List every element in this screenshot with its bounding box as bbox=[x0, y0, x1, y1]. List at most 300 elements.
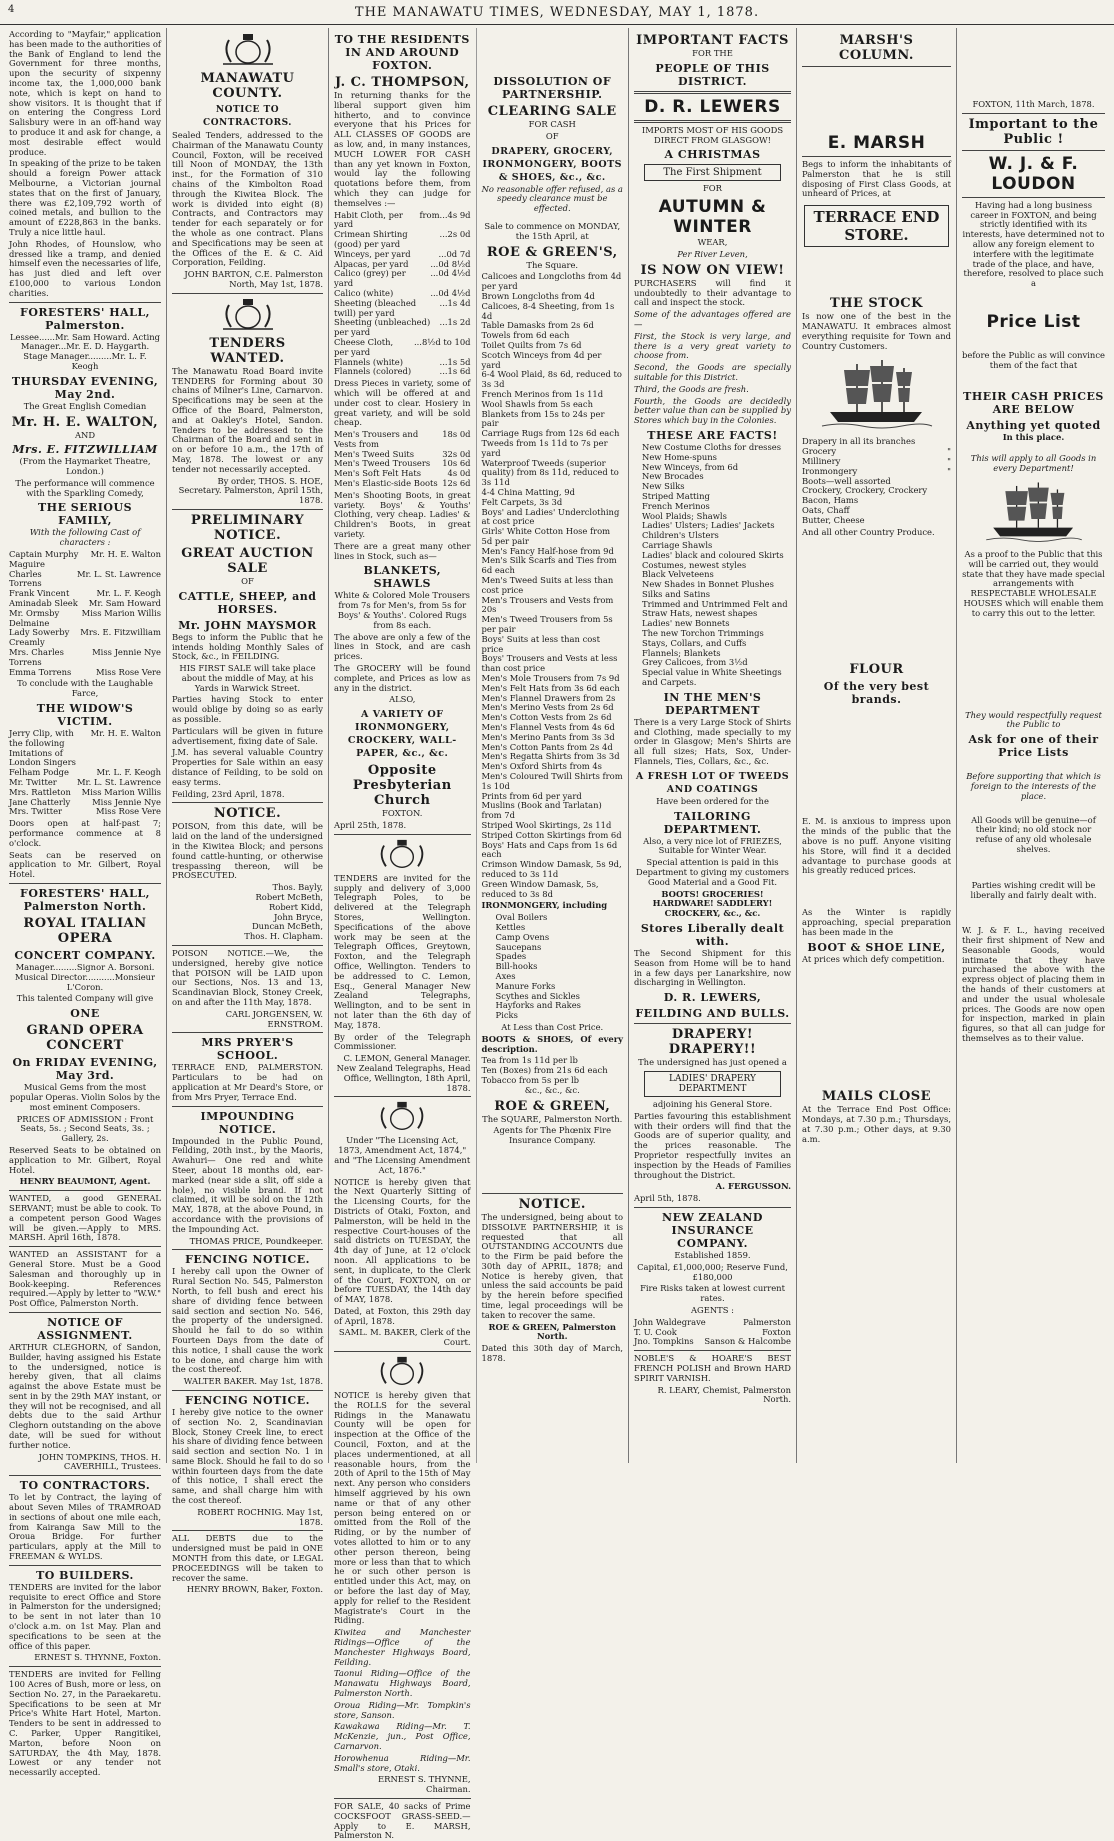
advantage-item: Third, the Goods are fresh. bbox=[634, 383, 749, 394]
fencing-notice-2-text: I hereby give notice to the owner of section No. 2, Scandinavian Block, Stoney Creek line, to erect his share of dividing fence between said section and section No. 1 in same Block. Should he fail to do so within fourteen days from the date of this notice, I shall erect the same, and shall charge him with the cost thereof. bbox=[172, 1406, 323, 1506]
seats-note: Seats can be reserved on application to Mr. Gilbert, Royal Hotel. bbox=[9, 849, 161, 880]
list-item: Calicoes, 8-4 Sheeting, from 1s 4d bbox=[481, 300, 615, 321]
serious-family-title: THE SERIOUS FAMILY, bbox=[37, 501, 133, 528]
tailoring-department: TAILORING DEPARTMENT. bbox=[663, 809, 762, 836]
builders-title: TO BUILDERS. bbox=[36, 1568, 134, 1582]
list-item: Men's Tweed Trousers from 5s per pair bbox=[481, 614, 613, 635]
special-attention: Special attention is paid in this Department to giving my customers Good Material and a Good Fit. bbox=[636, 857, 789, 887]
list-item: Axes bbox=[495, 970, 516, 981]
cast-row: Mrs. Rattleton Miss Marion Willis bbox=[9, 786, 161, 797]
second-shipment: The Second Shipment for this Season from Home will be to hand in a few days per Lanarkshire, now discharging in Wellington. bbox=[634, 948, 791, 988]
county-signature: JOHN BARTON, C.E. Palmerston North, May 1st, 1878. bbox=[184, 269, 323, 289]
list-item: Hayforks and Rakes bbox=[495, 1000, 581, 1011]
fresh-tweeds: A FRESH LOT OF TWEEDS AND COATINGS bbox=[635, 770, 790, 795]
rhodes-paragraph: John Rhodes, of Hounslow, who dressed like a tramp, and denied himself even the necessaries of life, has just died and left over £100,000 to various London charities. bbox=[9, 238, 161, 298]
mails-close-title: MAILS CLOSE bbox=[821, 1089, 932, 1105]
list-item: Trimmed and Untrimmed Felt and Straw Hats, newest shapes bbox=[642, 598, 788, 619]
price-row: Men's Tweed Suits 32s 0d bbox=[334, 448, 471, 459]
flour-title: FLOUR bbox=[849, 662, 904, 678]
sale-commence: Sale to commence on MONDAY, the 15th April, at bbox=[484, 220, 621, 241]
opera-company: CONCERT COMPANY. bbox=[14, 948, 156, 962]
list-item: Muslins (Book and Tarlatan) from 7d bbox=[481, 800, 602, 821]
roe-green-2: ROE & GREEN, bbox=[494, 1098, 611, 1114]
marshs-column-title: MARSH'S COLUMN. bbox=[839, 33, 914, 63]
debts-notice: ALL DEBTS due to the undersigned must be paid in ONE MONTH from this date, or LEGAL PROCEEDINGS will be taken to recover the same. bbox=[172, 1533, 323, 1583]
column-1 bbox=[4, 28, 167, 1778]
ask-price-lists: Ask for one of their Price Lists bbox=[968, 733, 1099, 760]
admission-prices: PRICES OF ADMISSION : Front Seats, 5s. ; Second Seats, 3s. ; Gallery, 2s. bbox=[16, 1113, 154, 1144]
advantage-item: Second, the Goods are specially suitable for this District. bbox=[634, 362, 791, 382]
price-row: Men's Soft Felt Hats 4s 0d bbox=[334, 468, 471, 479]
grocery-note: The GROCERY will be found complete, and Prices as low as any in the district. bbox=[334, 663, 471, 693]
feilding-bulls: FEILDING AND BULLS. bbox=[635, 1007, 790, 1021]
list-item: Felt Carpets, 3s 3d bbox=[481, 496, 563, 507]
list-item: Men's Mole Trousers from 7s 9d bbox=[481, 673, 620, 684]
drapery-heading: DRAPERY, GROCERY, IRONMONGERY, BOOTS & SHOES, &c., &c. bbox=[482, 145, 623, 183]
before-public: before the Public as will convince them of the fact that bbox=[962, 349, 1105, 370]
price-row: Winceys, per yard ...0d 7d bbox=[334, 248, 471, 259]
list-item: New Silks bbox=[642, 481, 685, 492]
fergusson-date: April 5th, 1878. bbox=[634, 1193, 701, 1204]
lewers-title: D. R. LEWERS bbox=[644, 96, 781, 117]
list-item: Crockery, Crockery, Crockery bbox=[802, 485, 928, 496]
column-5 bbox=[797, 28, 957, 1463]
telegraph-signature: C. LEMON, General Manager. New Zealand Telegraphs, Head Office, Wellington, 18th April, 1878. bbox=[336, 1053, 471, 1093]
list-item: Men's Merino Vests from 2s 6d bbox=[481, 702, 614, 713]
opposite-date: April 25th, 1878. bbox=[334, 820, 407, 831]
adjoining-label: adjoining his General Store. bbox=[652, 1099, 773, 1109]
foresters-hall-title: FORESTERS' HALL, Palmerston. bbox=[20, 305, 150, 332]
wanted-assistant-ad: WANTED an ASSISTANT for a General Store. Must be a Good Salesman and thoroughly up in Book-keeping. References required.—Apply by letter to "W.W." Post Office, Palmerston North. bbox=[9, 1249, 161, 1309]
for-sale-ad: FOR SALE, 40 sacks of Prime COCKSFOOT GRASS-SEED.—Apply to E. MARSH, Palmerston N. bbox=[334, 1800, 471, 1841]
list-item: New Winceys, from 6d bbox=[642, 461, 739, 472]
stores-liberally: Stores Liberally dealt with. bbox=[640, 922, 785, 949]
county-text: Sealed Tenders, addressed to the Chairman of the Manawatu County Council, Foxton, will be received till Noon of MONDAY, the 13th inst., for the Formation of 310 chains of the Kimbolton Road through the Kiwitea Block. The work is divided into eight (8) Contracts, and Contractors may tender for each separately or for the whole as one contract. Plans and Specifications may be seen at the Offices of the E. & C. Aid Corporation, Feilding. bbox=[172, 130, 323, 268]
for-label: FOR bbox=[703, 183, 722, 194]
boots-groceries: BOOTS! GROCERIES! HARDWARE! SADDLERY! CROCKERY, &c., &c. bbox=[652, 888, 773, 919]
particulars-note: Particulars will be given in future advertisement, fixing date of Sale. bbox=[172, 725, 323, 746]
licensing-date: Dated, at Foxton, this 29th day of April, 1878. bbox=[334, 1305, 471, 1326]
cast-row: Jane Chatterly Miss Jennie Nye bbox=[9, 796, 161, 807]
opera-agent: HENRY BEAUMONT, Agent. bbox=[19, 1176, 151, 1187]
boot-shoe-line: BOOT & SHOE LINE, bbox=[807, 940, 946, 954]
in-this-place: In this place. bbox=[1002, 431, 1065, 442]
agent-row: Jno. Tompkins Sanson & Halcombe bbox=[634, 1336, 791, 1347]
thompson-text: In returning thanks for the liberal support given him hitherto, and to convince everyone that his Prices for ALL CLASSES OF GOODS are as low, and, in many instances, MUCH LOWER FOR CASH than any yet known in Foxton, would lay the following quotations before them, from which they can judge for themselves :— bbox=[334, 90, 471, 208]
country-produce: And all other Country Produce. bbox=[802, 526, 935, 537]
first-sale: HIS FIRST SALE will take place about the middle of May, at his Yards in Warwick Street. bbox=[179, 663, 316, 693]
list-item: Stays, Collars, and Cuffs bbox=[642, 637, 747, 648]
per-river: Per River Leven, bbox=[677, 248, 748, 259]
list-item: Men's Cotton Vests from 2s 6d bbox=[481, 712, 612, 723]
grand-opera-title: GRAND OPERA CONCERT bbox=[26, 1023, 144, 1054]
licensing-heading: Under "The Licensing Act, 1873, Amendment Act, 1874," and "The Licensing Amendment Act, 1876." bbox=[334, 1135, 471, 1175]
loudon-having: Having had a long business career in FOXTON, and being strictly identified with its interests, have determined not to allow any foreign element to interfere with the legitimate trade of the place, and have, therefore, resolved to place such a bbox=[962, 199, 1105, 289]
fire-risks: Fire Risks taken at lowest current rates. bbox=[640, 1283, 785, 1304]
list-item: Crimson Window Damask, 5s 9d, reduced to 3s 11d bbox=[481, 859, 622, 879]
list-item: Towels from 6d each bbox=[481, 330, 570, 341]
notice-names: Thos. Bayly, Robert McBeth, Robert Kidd, John Bryce, Duncan McBeth, Thos. H. Clapham. bbox=[244, 882, 323, 942]
list-item: Ladies' Ulsters; Ladies' Jackets bbox=[642, 520, 775, 531]
list-item: Men's Felt Hats from 3s 6d each bbox=[481, 682, 620, 693]
contractors-text: To let by Contract, the laying of about Seven Miles of TRAMROAD in sections of about one mile each, from Kairanga Saw Mill to the Oroua Bridge. For further particulars, apply at the Mill to FREEMAN & WYLDS. bbox=[9, 1492, 161, 1562]
opposite-place: FOXTON. bbox=[382, 808, 423, 819]
list-item: Ladies' new Bonnets bbox=[642, 618, 730, 629]
opened-label: The undersigned has just opened a bbox=[638, 1057, 787, 1068]
ordered-label: Have been ordered for the bbox=[656, 795, 769, 806]
price-row: Habit Cloth, per yard from...4s 9d bbox=[334, 209, 471, 230]
flour-brands: Of the very best brands. bbox=[823, 680, 930, 707]
dissolve-notice-text: The undersigned, being about to DISSOLVE PARTNERSHIP, it is requested that all OUTSTANDING ACCOUNTS due to the Firm be paid before the 30th day of APRIL, 1878; and Notice is hereby given, that unless the said accounts be paid by the herein before specified time, legal proceedings will be taken to recover the same. bbox=[481, 1211, 623, 1320]
jm-note: J.M. has several valuable Country Properties for Sale within an easy distance of Feilding, to be sold on easy terms. bbox=[172, 747, 323, 787]
list-item: Blankets from 15s to 24s per pair bbox=[481, 408, 605, 429]
list-item: Men's Regatta Shirts from 3s 3d bbox=[481, 751, 620, 762]
royal-crest-icon bbox=[334, 838, 471, 872]
doors-note: Doors open at half-past 7; performance commence at 8 o'clock. bbox=[9, 818, 161, 848]
departments-list bbox=[802, 437, 951, 525]
opera-text: This talented Company will give bbox=[16, 993, 154, 1004]
marsh-begs: Begs to inform the inhabitants of Palmerston that he is still disposing of First Class Goods, at unheard of Prices, at bbox=[802, 159, 951, 199]
list-item: Prints from 6d per yard bbox=[481, 790, 582, 801]
anything-yet-quoted: Anything yet quoted bbox=[966, 418, 1101, 432]
maysmor-begs: Begs to inform the Public that he intends holding Monthly Sales of Stock, &c., in FEILDING. bbox=[172, 631, 323, 662]
friday-evening: On FRIDAY EVENING, May 3rd. bbox=[12, 1056, 158, 1083]
cash-prices-below: THEIR CASH PRICES ARE BELOW bbox=[963, 389, 1104, 416]
mens-text: There is a very Large Stock of Shirts and Clothing, made specially to my order in Glasgow; Men's Shirts are all full sizes; Hats, Sox, Under-Flannels, Ties, Collars, &c., &c. bbox=[634, 716, 791, 767]
price-row: Sheeting (bleached twill) per yard ...1s 4d bbox=[334, 297, 471, 318]
goods-list bbox=[634, 443, 791, 688]
people-district: PEOPLE OF THIS DISTRICT. bbox=[655, 61, 770, 88]
list-item: Scythes and Sickles bbox=[495, 990, 580, 1001]
the-square: The Square. bbox=[526, 259, 579, 270]
cast-row: Aminadab Sleek Mr. Sam Howard bbox=[9, 598, 161, 609]
farce-title: THE WIDOW'S VICTIM. bbox=[36, 702, 134, 729]
column-2 bbox=[167, 28, 329, 1595]
cast-row: Felham Podge Mr. L. F. Keogh bbox=[9, 767, 161, 778]
price-row: Men's Tweed Trousers 10s 6d bbox=[334, 458, 471, 469]
list-item: Calicoes and Longcloths from 4d per yard bbox=[481, 271, 622, 292]
farce-cast-list bbox=[9, 729, 161, 817]
list-item: Tea from 1s 11d per lb bbox=[481, 1055, 578, 1066]
list-item: New Brocades bbox=[642, 471, 704, 482]
fencing-notice-1-signature: WALTER BAKER. May 1st, 1878. bbox=[183, 1376, 323, 1387]
impounding-title: IMPOUNDING NOTICE. bbox=[200, 1109, 295, 1136]
list-item: Black Velveteens bbox=[642, 569, 714, 580]
above-note: The above are only a few of the lines in Stock, and are cash prices. bbox=[334, 631, 471, 662]
rolls-text: NOTICE is hereby given that the ROLLS for the several Ridings in the Manawatu County will be open for inspection at the Office of the Council, Foxton, and at the places undermentioned, at all reasonable hours, from the 20th of April to the 15th of May next. Any person who considers himself aggrieved by his own name or that of any other person being entered on or omitted from the Roll of the Riding, or by the number of votes allotted to him or to any other person thereon, being more or less than that to which he or such other person is entitled under this Act, may, on or before the last day of May, apply for relief to the Resident Magistrate's Court in the Riding. bbox=[334, 1390, 471, 1626]
ironmongery-items bbox=[482, 913, 623, 1021]
fencing-notice-2-signature: ROBERT ROCHNIG. May 1st, 1878. bbox=[197, 1506, 323, 1527]
poison-notice-text: POISON, from this date, will be laid on the land of the undersigned in the Kiwitea Block; and persons found cattle-hunting, or otherwise trespassing thereon, will be PROSECUTED. bbox=[172, 821, 323, 881]
list-item: Striped Wool Skirtings, 2s 11d bbox=[481, 820, 612, 830]
notice-title: NOTICE. bbox=[213, 806, 282, 822]
opera-staff: Manager.........Signor A. Borsoni. Musical Director...........Monsieur L'Coron. bbox=[14, 961, 156, 992]
fitzwilliam-name: Mrs. E. FITZWILLIAM bbox=[12, 443, 158, 457]
thompson-price-list bbox=[334, 211, 471, 378]
list-item: Boys' and Ladies' Underclothing at cost price bbox=[481, 506, 620, 527]
felling-tender-ad: TENDERS are invited for Felling 100 Acres of Bush, more or less, on Section No. 27, in the Paraekaretu. Specifications to be seen at Mr Price's White Hart Hotel, Marton. Tenders to be sent in addressed to C. Parker, Upper Rangitikei, Marton, before Noon on SATURDAY, the 4th May, 1878. Lowest or any tender not necessarily accepted. bbox=[9, 1669, 161, 1778]
pryer-school-title: MRS PRYER'S SCHOOL. bbox=[201, 1036, 294, 1063]
ladies-drapery-box: LADIES' DRAPERY DEPARTMENT bbox=[644, 1071, 781, 1097]
wjf-shipment-note: W. J. & F. L., having received their first shipment of New and Seasonable Goods, would intimate that they have purchased the above with the express object of placing them in the hands of their customers at and under the usual wholesale prices. The Goods are now open for inspection, marked in plain figures, so that all can judge for themselves as to their value. bbox=[962, 925, 1105, 1044]
preliminary-notice-title: PRELIMINARY NOTICE. bbox=[190, 512, 305, 543]
riding-entry: Taonui Riding—Office of the Manawatu Highways Board, Palmerston North. bbox=[334, 1668, 471, 1698]
musical-note: Musical Gems from the most popular Operas. Violin Solos by the most eminent Composers. bbox=[9, 1082, 161, 1112]
cast-row: Captain Murphy Maguire Mr. H. E. Walton bbox=[9, 549, 161, 569]
list-item: Bacon, Hams bbox=[802, 495, 859, 506]
anxious-note: E. M. is anxious to impress upon the minds of the public that the above is no puff. Anyone visiting his Store, will find it a decided advantage to purchase goods at his greatly reduced prices. bbox=[802, 816, 951, 876]
riding-entry: Kiwitea and Manchester Ridings—Office of the Manchester Highways Board, Feilding. bbox=[334, 1627, 471, 1667]
agents-label: AGENTS : bbox=[691, 1304, 734, 1315]
loudon-title: W. J. & F. LOUDON bbox=[988, 153, 1079, 194]
list-item: Oval Boilers bbox=[495, 912, 548, 923]
established: Established 1859. bbox=[674, 1249, 751, 1260]
list-item: Carriage Shawls bbox=[642, 539, 713, 550]
opera-title: ROYAL ITALIAN OPERA bbox=[23, 915, 147, 946]
list-item: Waterproof Tweeds (superior quality) from 8s 11d, reduced to 3s 11d bbox=[481, 457, 619, 488]
contractors-title: TO CONTRACTORS. bbox=[19, 1479, 151, 1493]
list-item: Wool Shawls from 5s each bbox=[481, 398, 593, 409]
list-item: Drapery in all its branches bbox=[802, 436, 916, 447]
ironmongery-heading: IRONMONGERY, including bbox=[481, 900, 608, 911]
royal-crest-icon bbox=[172, 32, 323, 68]
list-item: New Shades in Bonnet Plushes bbox=[642, 579, 774, 590]
autumn-winter-title: AUTUMN & WINTER bbox=[658, 197, 767, 238]
cattle-sheep-horses: CATTLE, SHEEP, and HORSES. bbox=[178, 589, 317, 616]
lewers-signature: D. R. LEWERS, bbox=[663, 991, 762, 1005]
terrace-end-store: TERRACE END STORE. bbox=[804, 205, 949, 247]
tea-list bbox=[482, 1056, 623, 1095]
list-item: Grocery " bbox=[802, 446, 951, 457]
important-to-public: Important to the Public ! bbox=[968, 116, 1099, 147]
at-less-than-cost: At Less than Cost Price. bbox=[501, 1021, 604, 1032]
agent-row: John Waldegrave Palmerston bbox=[634, 1316, 791, 1327]
the-stock-title: THE STOCK bbox=[830, 296, 923, 312]
list-item: Men's Tweed Suits at less than cost price bbox=[481, 575, 614, 595]
impounding-signature: THOMAS PRICE, Poundkeeper. bbox=[189, 1235, 323, 1246]
licensing-text: NOTICE is hereby given that the Next Quarterly Sitting of the Licensing Courts, for the Districts of Otaki, Foxton, and Palmerston, will be held in the respective Court-houses of the said districts on TUESDAY, the 4th day of June, at 12 o'clock noon. All applications to be sent, in duplicate, to the Clerk of the Court, FOXTON, on or before TUESDAY, the 14th day of MAY, 1878. bbox=[334, 1176, 471, 1305]
rolls-signature: ERNEST S. THYNNE, Chairman. bbox=[378, 1774, 471, 1795]
no-offer-note: No reasonable offer refused, as a speedy clearance must be effected. bbox=[481, 183, 623, 214]
list-item: Flannels; Blankets bbox=[642, 647, 721, 658]
capital: Capital, £1,000,000; Reserve Fund, £180,000 bbox=[637, 1261, 788, 1282]
poison-notice-2: POISON NOTICE.—We, the undersigned, hereby give notice that POISON will be LAID upon our Sections, Nos. 13 and 13, Scandinavian Block, Stoney Creek, on and after the 11th May, 1878. bbox=[172, 948, 323, 1007]
cast-row: Mr. Ormsby Delmaine Miss Marion Willis bbox=[9, 607, 161, 628]
drapery-drapery: DRAPERY! DRAPERY!! bbox=[668, 1027, 757, 1058]
thursday-evening: THURSDAY EVENING, May 2nd. bbox=[11, 374, 159, 401]
for-the: FOR THE bbox=[692, 48, 733, 58]
fergusson-signature: A. FERGUSSON. bbox=[715, 1181, 791, 1192]
opera-hall-title: FORESTERS' HALL, Palmerston North. bbox=[20, 886, 150, 913]
blankets-heading: BLANKETS, SHAWLS bbox=[363, 564, 442, 591]
mails-close-text: At the Terrace End Post Office: Mondays, at 7.30 p.m.; Thursdays, at 7.30 p.m.; Other days, at 9.30 a.m. bbox=[802, 1104, 951, 1144]
column-3-left bbox=[329, 28, 477, 1841]
price-row: Sheeting (unbleached) per yard ...1s 2d bbox=[334, 317, 471, 338]
builders-signature: ERNEST S. THYNNE, Foxton. bbox=[34, 1652, 161, 1663]
list-item: Scotch Winceys from 4d per yard bbox=[481, 349, 602, 370]
list-item: Toilet Quilts from 7s 6d bbox=[481, 339, 582, 350]
noble-hoare-signature: R. LEARY, Chemist, Palmerston North. bbox=[657, 1384, 791, 1405]
defy-competition: At prices which defy competition. bbox=[802, 953, 945, 964]
mayfair-paragraph: According to "Mayfair," application has been made to the authorities of the Bank of England to lend the Government for three months, upon the security of sixpenny income tax, the 1,000,000 bank note, which is kept on hand to show visitors. It is thought that if on entering the Congress Lord Salisbury were in an off-hand way to produce it and ask for change, a most desirable effect would produce. bbox=[9, 29, 161, 157]
pryer-school-text: TERRACE END, PALMERSTON. Particulars to be had on application at Mr Deard's Store, or from Mrs Pryer, Terrace End. bbox=[172, 1062, 323, 1102]
notice-title-2: NOTICE. bbox=[518, 1196, 586, 1212]
maysmor-name: Mr. JOHN MAYSMOR bbox=[178, 618, 317, 632]
county-subtitle: NOTICE TO CONTRACTORS. bbox=[203, 105, 292, 128]
advantage-item: First, the Stock is very large, and there is a very great variety to choose from. bbox=[634, 330, 791, 361]
cast-list bbox=[9, 550, 161, 677]
mens-department: IN THE MEN'S DEPARTMENT bbox=[663, 690, 762, 717]
opposite-church: Opposite Presbyterian Church bbox=[352, 763, 452, 809]
list-item: Men's Flannel Vests from 4s 6d bbox=[481, 722, 615, 733]
boots-shoes: BOOTS & SHOES, Of every description. bbox=[481, 1033, 623, 1054]
cast-row: Lady Sowerby Creamly Mrs. E. Fitzwilliam bbox=[9, 627, 161, 648]
list-item: Boys' Trousers and Vests at less than cost price bbox=[481, 653, 618, 674]
list-item: The new Torchon Trimmings bbox=[642, 628, 764, 639]
list-item: Men's Merino Pants from 3s 3d bbox=[481, 731, 615, 742]
stock-text: Is now one of the best in the MANAWATU. It embraces almost everything requisite for Town and Country Customers. bbox=[802, 311, 951, 351]
jm-date: Feilding, 23rd April, 1878. bbox=[172, 788, 285, 799]
list-item: Boys' Suits at less than cost price bbox=[481, 633, 600, 654]
fencing-notice-1-title: FENCING NOTICE. bbox=[185, 1253, 310, 1267]
dissolve-notice-signature: ROE & GREEN, Palmerston North. bbox=[488, 1321, 616, 1342]
list-item: Oats, Chaff bbox=[802, 504, 850, 515]
clearing-items bbox=[482, 272, 623, 899]
and-label: AND bbox=[74, 429, 96, 440]
prize-paragraph: In speaking of the prize to be taken should a foreign Power attack Melbourne, a Victorian journal states that on the first of January, there was £2,109,792 worth of coined metals, and bullion to the amount of £228,863 in the banks. Truly a nice little haul. bbox=[9, 158, 161, 237]
e-marsh-title: E. MARSH bbox=[827, 133, 926, 153]
parties-favouring: Parties favouring this establishment with their orders will find that the Goods are of superior quality, and the prices reasonable. The Proprietor respectfully invites an inspection by the Heads of Families throughout the District. bbox=[634, 1110, 791, 1180]
list-item: Saucepans bbox=[495, 941, 542, 952]
all-goods-genuine: All Goods will be genuine—of their kind; no old stock nor refuse of any old wholesale shelves. bbox=[971, 814, 1096, 854]
proof-note: As a proof to the Public that this will be carried out, they would state that they have made special arrangements with RESPECTABLE WHOLESALE HOUSES which will enable them to carry this out to the letter. bbox=[962, 548, 1105, 618]
parties-credit: Parties wishing credit will be liberally and fairly dealt with. bbox=[970, 879, 1097, 900]
list-item: French Merinos from 1s 11d bbox=[481, 388, 604, 399]
auction-title: GREAT AUCTION SALE bbox=[181, 545, 314, 576]
now-on-view: IS NOW ON VIEW! bbox=[640, 262, 785, 278]
fencing-notice-1-text: I hereby call upon the Owner of Rural Section No. 545, Palmerston North, to fell bush and erect his share of dividing fence between said section and section No. 546, the property of the undersigned. Should he fail to do so within Fourteen Days from the date of this notice, I shall cause the work to be done, and charge him with the cost thereof. bbox=[172, 1266, 323, 1375]
list-item: Children's Ulsters bbox=[642, 530, 719, 541]
clearing-sale-title: CLEARING SALE bbox=[487, 104, 617, 119]
farce-intro: To conclude with the Laughable Farce, bbox=[17, 678, 153, 699]
cast-row: Emma Torrens Miss Rose Vere bbox=[9, 666, 161, 677]
reserved-seats: Reserved Seats to be obtained on application to Mr. Gilbert, Royal Hotel. bbox=[9, 1144, 161, 1175]
list-item: Striped Matting bbox=[642, 490, 710, 501]
list-item: 6-4 Wool Plaid, 8s 6d, reduced to 3s 3d bbox=[481, 369, 622, 390]
one-label: ONE bbox=[70, 1007, 100, 1021]
list-item: New Home-spuns bbox=[642, 451, 717, 462]
list-item: Men's Trousers and Vests from 20s bbox=[481, 594, 614, 615]
price-row: Men's Trousers and Vests from 18s 0d bbox=[334, 429, 471, 449]
list-item: 4-4 China Matting, 9d bbox=[481, 486, 575, 497]
purchasers-note: PURCHASERS will find it undoubtedly to their advantage to call and inspect the stock. bbox=[634, 277, 791, 308]
price-list-title: Price List bbox=[986, 311, 1081, 332]
advantages-intro: Some of the advantages offered are— bbox=[634, 309, 791, 329]
masthead bbox=[0, 0, 1114, 25]
list-item: Striped Cotton Skirtings from 6d bbox=[481, 829, 622, 840]
walton-name: Mr. H. E. WALTON, bbox=[11, 414, 159, 430]
imports-note: IMPORTS MOST OF HIS GOODS DIRECT FROM GLASGOW! bbox=[641, 124, 784, 145]
phoenix-agents: Agents for The Phœnix Fire Insurance Company. bbox=[493, 1125, 612, 1146]
price-row: Crimean Shirting (good) per yard ...2s 0d bbox=[334, 229, 471, 249]
list-item: Men's Oxford Shirts from 4s bbox=[481, 761, 602, 772]
royal-crest-icon bbox=[334, 1100, 471, 1134]
list-item: Spades bbox=[495, 951, 527, 962]
sailing-ship-icon bbox=[962, 479, 1105, 545]
before-supporting: Before supporting that which is foreign to the interests of the place. bbox=[966, 771, 1101, 801]
list-item: Ten (Boxes) from 21s 6d each bbox=[481, 1065, 608, 1076]
list-item: Men's Fancy Half-hose from 9d bbox=[481, 545, 614, 556]
dissolution-title: DISSOLUTION OF PARTNERSHIP. bbox=[493, 75, 612, 101]
haymarket-note: (From the Haymarket Theatre, London.) bbox=[19, 456, 151, 477]
list-item: &c., &c., &c. bbox=[524, 1084, 580, 1095]
list-item: Men's Coloured Twill Shirts from 1s 10d bbox=[481, 771, 623, 791]
list-item: Butter, Cheese bbox=[802, 514, 865, 525]
price-row: Calico (white) ...0d 4½d bbox=[334, 287, 471, 298]
for-cash: FOR CASH bbox=[528, 119, 576, 129]
poison-signature: CARL JORGENSEN, W. ERNSTROM. bbox=[225, 1008, 323, 1029]
comedian-label: The Great English Comedian bbox=[23, 400, 147, 411]
telegraph-by-order: By order of the Telegraph Commissioner. bbox=[334, 1031, 471, 1052]
royal-crest-icon bbox=[172, 297, 323, 333]
foxton-date: FOXTON, 11th March, 1878. bbox=[972, 99, 1095, 109]
list-item: New Costume Cloths for dresses bbox=[642, 441, 782, 452]
fencing-notice-2-title: FENCING NOTICE. bbox=[185, 1393, 310, 1407]
men-text: Men's Shooting Boots, in great variety. Boys' & Youths' Clothing, very cheap. Ladies' & Children's Boots, in great variety. bbox=[334, 489, 471, 540]
assignment-title: NOTICE OF ASSIGNMENT. bbox=[37, 1315, 133, 1342]
list-item: Men's Cotton Pants from 2s 4d bbox=[481, 741, 613, 752]
price-row: Flannels (colored) ...1s 6d bbox=[334, 366, 471, 377]
agent-row: T. U. Cook Foxton bbox=[634, 1326, 791, 1337]
advantage-item: Fourth, the Goods are decidedly better value than can be supplied by Stores which buy in the Colonies. bbox=[634, 395, 791, 426]
impounding-text: Impounded in the Public Pound, Feilding, 20th inst., by the Maoris, Awahuri— One red and white Steer, about 18 months old, ear-marked (near side a slit, off side a hole), no visible brand. If not claimed, it will be sold on the 12th MAY, 1878, at the above Pound, in accordance with the provisions of the Impounding Act. bbox=[172, 1135, 323, 1234]
cast-row: Mr. Twitter Mr. L. St. Lawrence bbox=[9, 777, 161, 788]
list-item: Silks and Satins bbox=[642, 588, 711, 599]
list-item: Picks bbox=[495, 1010, 518, 1021]
list-item: Ironmongery " bbox=[802, 465, 951, 476]
cast-row: Jerry Clip, with the following Imitations of London Singers Mr. H. E. Walton bbox=[9, 728, 161, 768]
men-price-list bbox=[334, 430, 471, 489]
tenders-text: The Manawatu Road Board invite TENDERS for Forming about 30 chains of Milner's Line, Carnarvon. Specifications may be seen at the Office of the Board, Palmerston, and at Oakley's Hotel, Sandon. Tenders to be addressed to the Chairman of the Board and sent in on or before 10 a.m., the 17th of May, 1878. The lowest or any tender not necessarily accepted. bbox=[172, 365, 323, 474]
list-item: Millinery " bbox=[802, 455, 951, 466]
these-are-facts: THESE ARE FACTS! bbox=[647, 428, 778, 442]
list-item: Table Damasks from 2s 6d bbox=[481, 320, 594, 331]
list-item: Kettles bbox=[495, 921, 526, 932]
cast-row: Frank Vincent Mr. L. F. Keogh bbox=[9, 588, 161, 599]
list-item: Men's Silk Scarfs and Ties from 6d each bbox=[481, 555, 617, 576]
request-public: They would respectfully request the Public to bbox=[965, 709, 1102, 730]
list-item: Special value in White Sheetings and Carpets. bbox=[642, 667, 782, 688]
list-item: Boys' Hats and Caps from 1s 6d each bbox=[481, 839, 618, 860]
mole-trousers: White & Colored Mole Trousers from 7s for Men's, from 5s for Boys' & Youths'. Colored Rugs from 8s each. bbox=[334, 590, 470, 630]
price-row: Calico (grey) per yard ...0d 4½d bbox=[334, 268, 471, 289]
wear-label: WEAR, bbox=[697, 237, 728, 248]
of-label: OF bbox=[545, 130, 559, 141]
apply-all-goods: This will apply to all Goods in every Department! bbox=[970, 453, 1097, 474]
cast-intro: With the following Cast of characters : bbox=[29, 527, 141, 548]
noble-hoare-ad: NOBLE'S & HOARE'S BEST FRENCH POLISH and Brown HARD SPIRIT VARNISH. bbox=[634, 1353, 791, 1383]
cast-row: Mrs. Charles Torrens Miss Jennie Nye bbox=[9, 647, 161, 667]
tenders-signature: By order, THOS. S. HOE, Secretary. Palmerston, April 15th, 1878. bbox=[178, 475, 323, 506]
list-item: Wool Plaids; Shawls bbox=[642, 510, 727, 521]
roe-green-title: ROE & GREEN'S, bbox=[486, 244, 618, 260]
column-6 bbox=[957, 28, 1110, 1463]
assignment-signature: JOHN TOMPKINS, THOS. H. CAVERHILL, Trustees. bbox=[38, 1451, 161, 1472]
variety-heading: A VARIETY OF IRONMONGERY, CROCKERY, WALL-PAPER, &c., &c. bbox=[347, 709, 457, 760]
performance-note: The performance will commence with the Sparkling Comedy, bbox=[15, 477, 155, 498]
friezes-note: Also, a very nice lot of FRIEZES, Suitable for Winter Wear. bbox=[643, 835, 782, 856]
foresters-staff: Lessee......Mr. Sam Howard. Acting Manager...Mr. E. D. Haygarth. Stage Manager.........Mr. L. F. Keogh bbox=[9, 331, 161, 371]
